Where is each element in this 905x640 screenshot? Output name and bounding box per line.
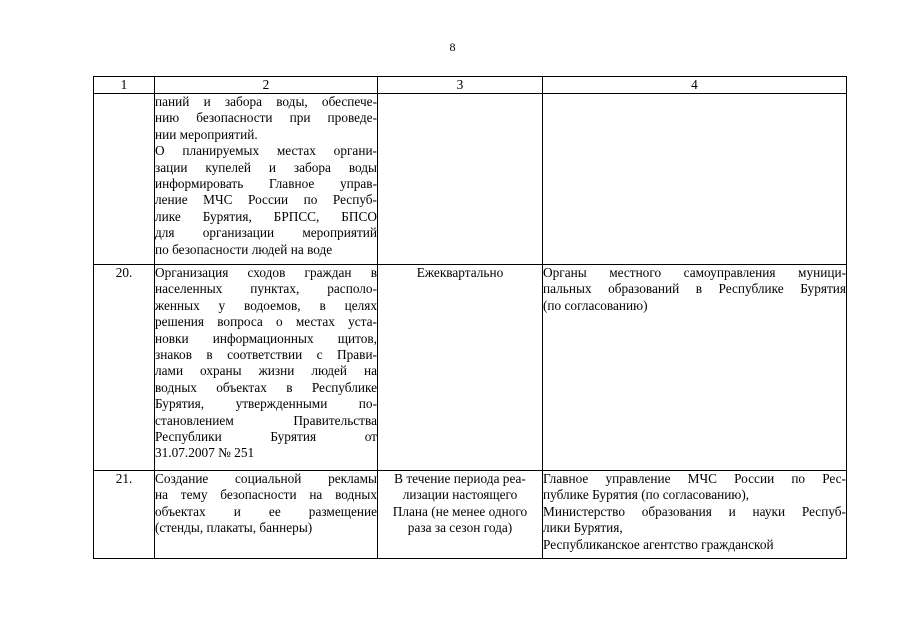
text-line: на тему безопасности на водных (155, 487, 377, 503)
row-number-cell (94, 94, 155, 265)
text-line: женных у водоемов, в целях (155, 297, 377, 313)
text-line: лике Бурятия, БРПСС, БПСО (155, 208, 377, 224)
measure-cell (155, 94, 378, 265)
deadline-cell (378, 471, 543, 559)
table-row (94, 471, 847, 559)
column-header: 3 (378, 77, 543, 94)
text-line: Создание социальной рекламы (155, 471, 377, 486)
text-line: Организация сходов граждан в (155, 265, 377, 280)
text-line: Главное управление МЧС России по Рес- (543, 471, 846, 486)
text-line: решения вопроса о местах уста- (155, 314, 377, 330)
text-line: Бурятия, утвержденными по- (155, 396, 377, 412)
column-header: 1 (94, 77, 155, 94)
text-line: населенных пунктах, располо- (155, 281, 377, 297)
text-line: зации купелей и забора воды (155, 159, 377, 175)
text-line: становлением Правительства (155, 412, 377, 428)
text-line: Республики Бурятия от (155, 429, 377, 445)
text-line: публике Бурятия (по согласованию), (543, 487, 750, 503)
measure-cell (155, 471, 378, 559)
text-line: Органы местного самоуправления муници- (543, 265, 846, 280)
text-line: по безопасности людей на воде (155, 241, 333, 257)
text-line: нию безопасности при проведе- (155, 110, 377, 126)
text-line: ление МЧС России по Респуб- (155, 192, 377, 208)
text-line: (стенды, плакаты, баннеры) (155, 520, 313, 536)
measure-cell (155, 265, 378, 471)
deadline-cell (378, 265, 543, 471)
text-line: лики Бурятия, (543, 520, 623, 536)
text-line: О планируемых местах органи- (155, 143, 377, 159)
responsible-cell (543, 265, 847, 471)
deadline-cell (378, 94, 543, 265)
text-line: объектах и ее размещение (155, 503, 377, 519)
text-line: 31.07.2007 № 251 (155, 445, 255, 461)
text-line: (по согласованию) (543, 297, 648, 313)
text-line: нии мероприятий. (155, 126, 258, 142)
text-line: новки информационных щитов, (155, 330, 377, 346)
table-row (94, 94, 847, 265)
text-line: для организации мероприятий (155, 225, 377, 241)
text-line: водных объектах в Республике (155, 379, 377, 395)
text-line: В течение периода реа- (394, 471, 526, 486)
text-line: Министерство образования и науки Респуб- (543, 503, 846, 519)
page-number: 8 (449, 40, 456, 54)
text-line: лами охраны жизни людей на (155, 363, 377, 379)
text-line: информировать Главное управ- (155, 176, 377, 192)
text-line: Плана (не менее одного (392, 503, 528, 519)
table-row (94, 265, 847, 471)
plan-table (93, 76, 847, 559)
text-line: Республиканское агентство гражданской (543, 536, 774, 552)
text-line: пальных образований в Республике Бурятия (543, 281, 846, 297)
text-line: лизации настоящего (402, 487, 518, 503)
column-header: 4 (543, 77, 847, 94)
text-line: Ежеквартально (416, 265, 504, 280)
text-line: паний и забора воды, обеспече- (155, 94, 377, 109)
responsible-cell (543, 471, 847, 559)
text-line: раза за сезон года) (407, 520, 513, 536)
responsible-cell (543, 94, 847, 265)
column-header: 2 (155, 77, 378, 94)
row-number-cell: 21. (94, 471, 155, 559)
row-number-cell: 20. (94, 265, 155, 471)
text-line: знаков в соответствии с Прави- (155, 347, 377, 363)
table-header-row (94, 77, 847, 94)
